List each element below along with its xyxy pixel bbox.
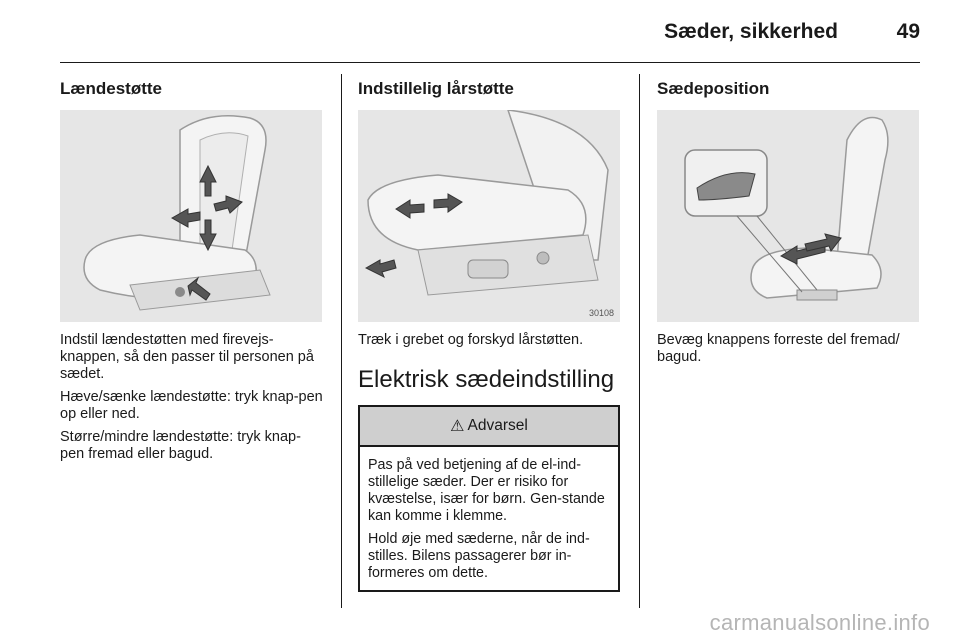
warning-paragraph-1: Pas på ved betjening af de el-ind-stillelige sæder. Der er risiko for kvæstelse, især for børn. Gen-stande kan komme i klemme. <box>368 457 605 524</box>
section-heading-electric-seat: Elektrisk sædeindstilling <box>358 366 615 393</box>
seat-position-illustration <box>657 110 919 322</box>
thigh-support-paragraph: Træk i grebet og forskyd lårstøtten. <box>358 332 584 348</box>
column-thigh-support <box>358 74 622 592</box>
page-number: 49 <box>896 20 920 43</box>
seat-position-paragraph: Bevæg knappens forreste del fremad/ bagud. <box>657 332 900 365</box>
section-heading-seat-position: Sædeposition <box>657 79 770 98</box>
page-header <box>60 0 920 63</box>
lumbar-paragraph-1: Indstil lændestøtten med firevejs-knappen, så den passer til personen på sædet. <box>60 332 314 382</box>
warning-header <box>360 407 618 447</box>
warning-title: Advarsel <box>467 417 528 434</box>
section-heading-lumbar: Lændestøtte <box>60 79 162 98</box>
chapter-title: Sæder, sikkerhed <box>664 20 838 43</box>
warning-box <box>358 405 620 592</box>
figure-number: 30108 <box>588 308 614 318</box>
warning-body <box>360 447 618 590</box>
column-divider-left <box>341 74 342 608</box>
section-heading-thigh-support: Indstillelig lårstøtte <box>358 79 514 98</box>
column-lumbar-support <box>60 74 324 463</box>
lumbar-paragraph-2: Hæve/sænke lændestøtte: tryk knap-pen op eller ned. <box>60 389 323 422</box>
column-divider-right <box>639 74 640 608</box>
lumbar-support-illustration <box>60 110 322 322</box>
warning-paragraph-2: Hold øje med sæderne, når de ind-stilles. Bilens passagerer bør in-formeres om dette. <box>368 531 590 581</box>
warning-triangle-icon: ⚠ <box>450 418 465 435</box>
watermark-brand: carmanualsonline.info <box>709 610 930 635</box>
thigh-support-illustration <box>358 110 620 322</box>
lumbar-paragraph-3: Større/mindre lændestøtte: tryk knap-pen fremad eller bagud. <box>60 429 301 462</box>
column-seat-position <box>657 74 921 366</box>
